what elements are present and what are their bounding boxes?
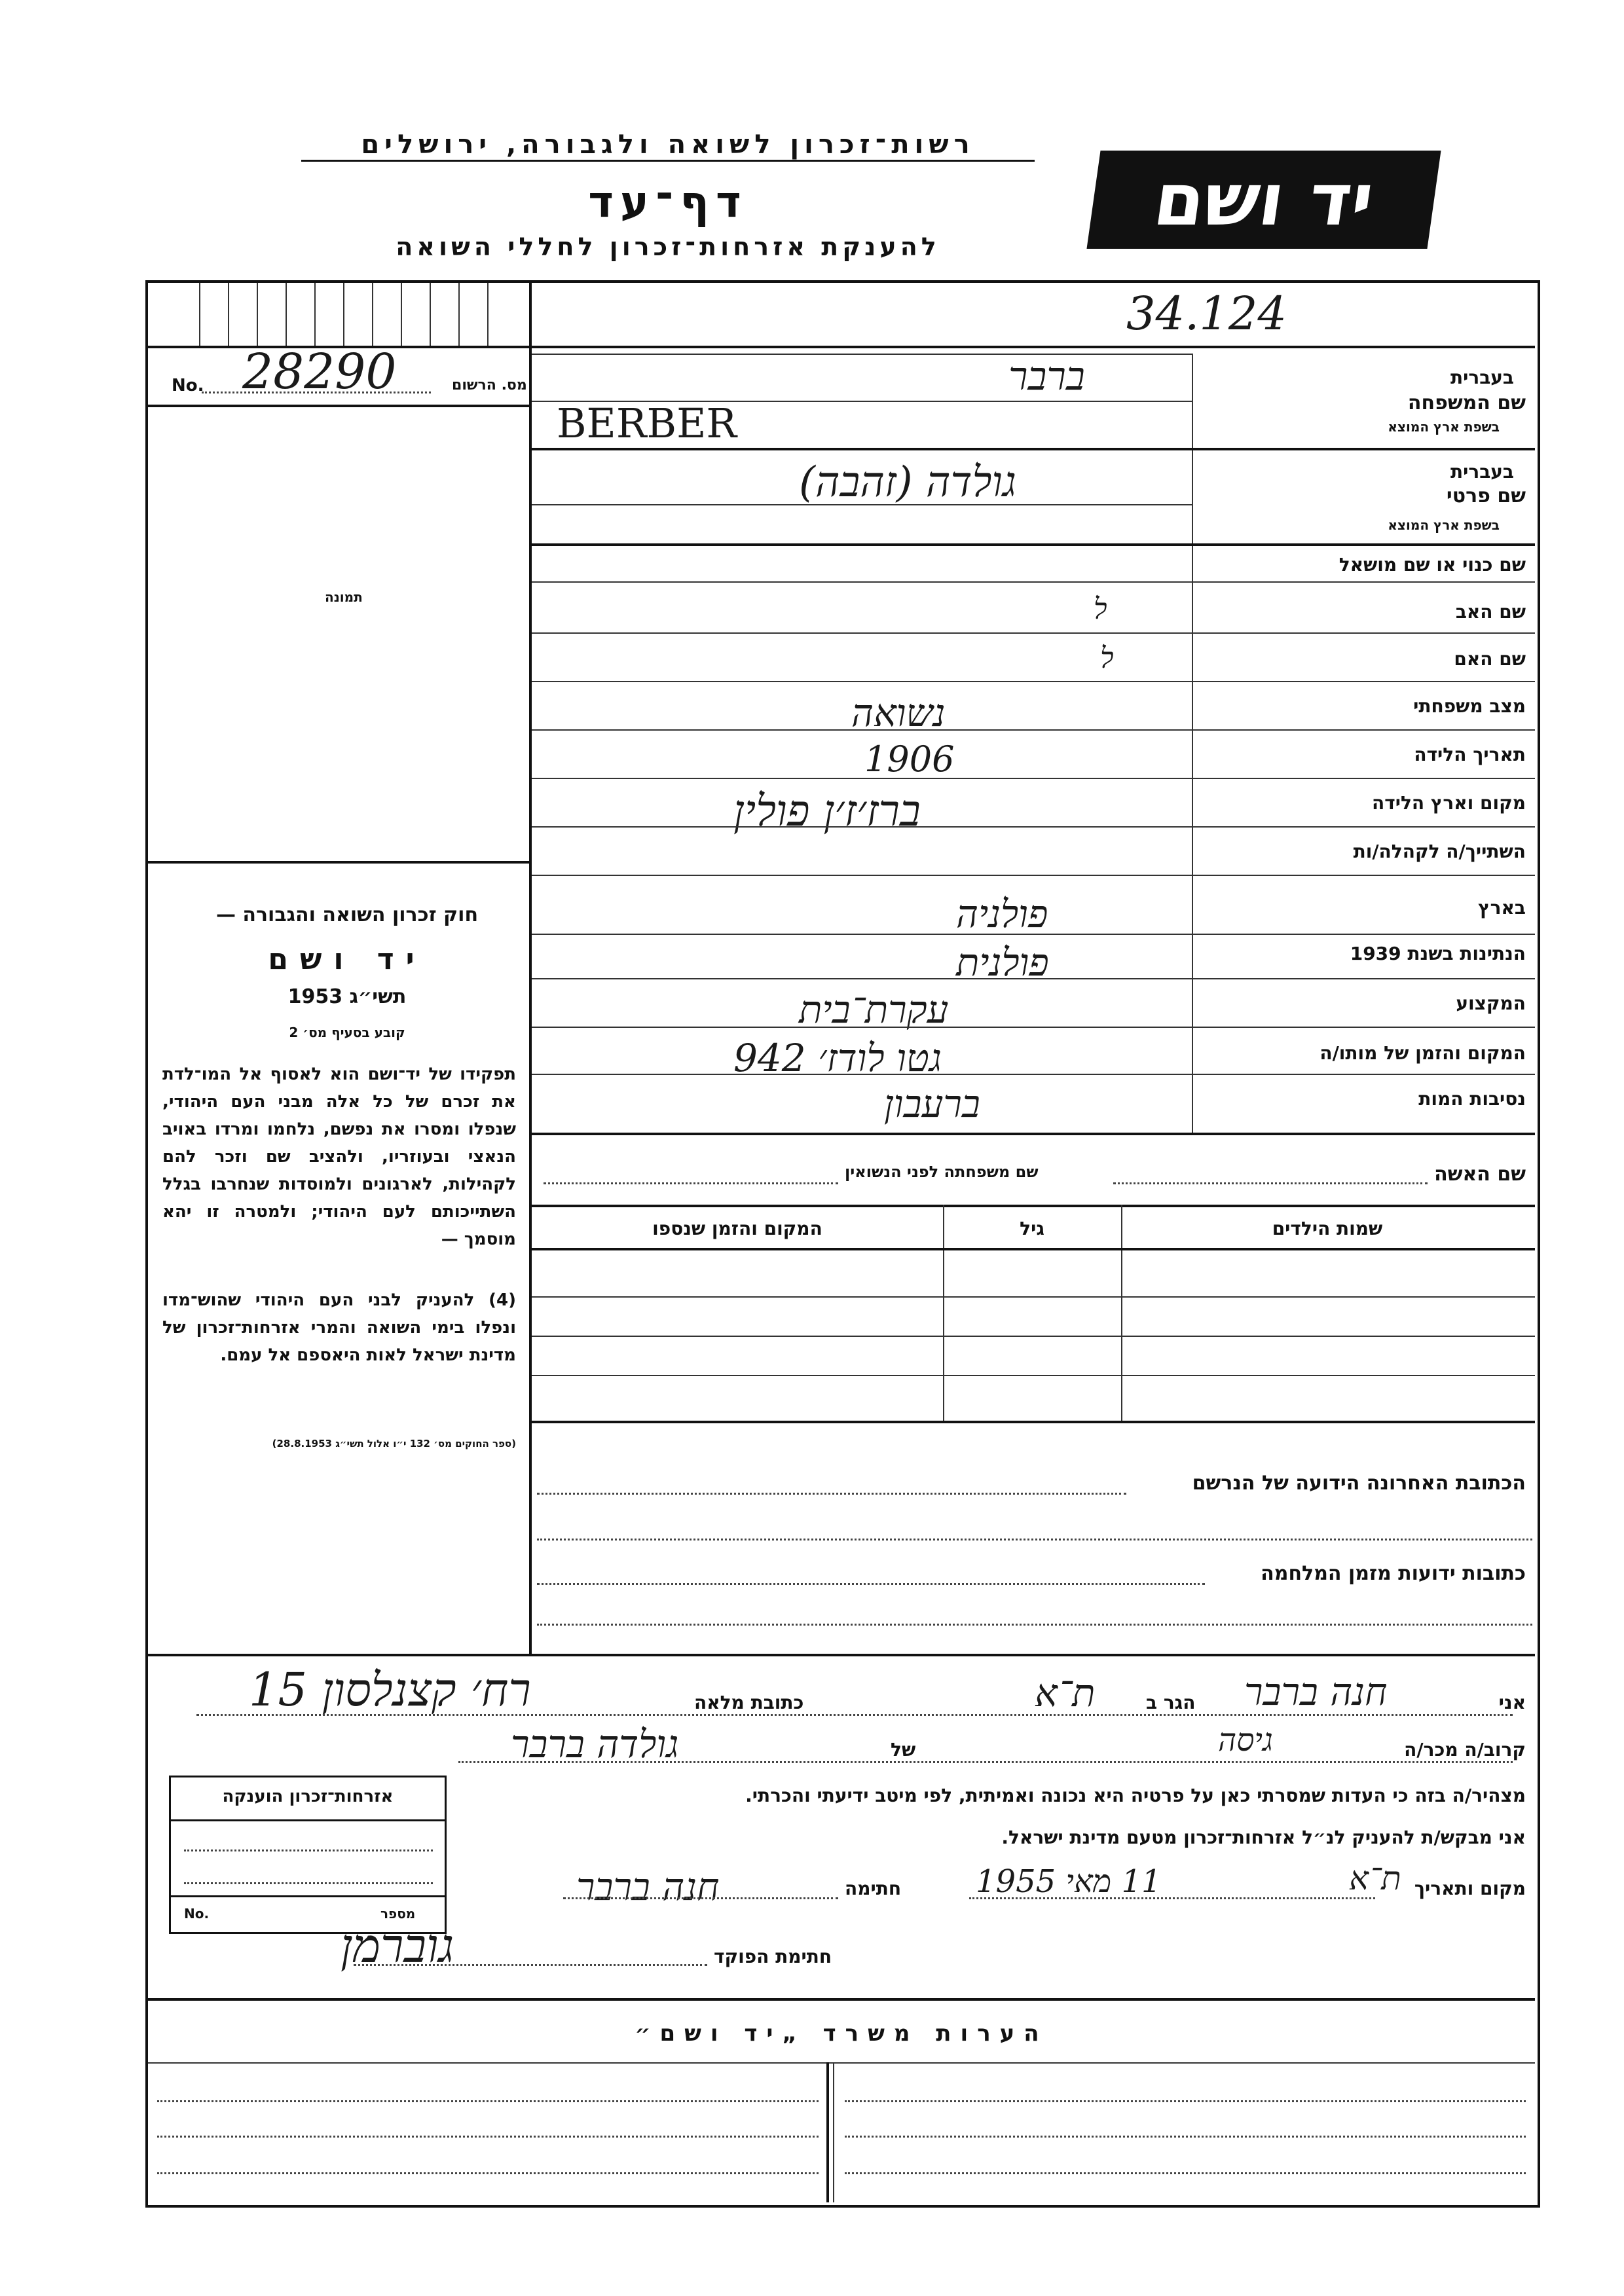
children-age-header: גיל	[1020, 1218, 1044, 1239]
birth-date-value: 1906	[864, 738, 955, 780]
declaration-statement-1: מצהיר/ה בזה כי העדות שמסרתי כאן על פרטיה היא נכונה ואמיתית, לפי מיטב ידיעתי והכרתי.	[745, 1785, 1526, 1806]
citizenship-1939-label: הנתינות בשנת 1939	[1350, 943, 1526, 964]
citizenship-box-number-label: מספר	[380, 1906, 416, 1922]
law-clause: קובע בסעיף מס׳ 2	[289, 1025, 405, 1040]
law-paragraph-2: (4) להעניק לבני העם היהודי שהוש־מדו ונפלו בימי השואה והמרי אזרחות־זכרון של מדינת ישראל לאות היאספם אל עמם.	[162, 1290, 516, 1365]
origin-language-label-1: בשפת ארץ המוצא	[1388, 419, 1500, 435]
law-paragraph-1: תפקידו של יד־ושם הוא לאסוף אל המו־לדת את זכרם של כל אלה מבני העם היהודי, שנפלו ומסרו את נפשם, נלחמו ומרדו באויב הנאצי ובעוזריו, ולהציב שם וזכר להם לקהילות, לארגונים ולמוסדות שנחרבו בגלל השתייכותם לעם היהודי; ולמטרה זו יהא מוסמך —	[162, 1065, 516, 1249]
last-address-label: הכתובת האחרונה הידועה של הנרשם	[1192, 1472, 1526, 1495]
birth-place-value: ברז׳ז׳ן פולין	[733, 786, 921, 836]
profession-value: עקרת־בית	[799, 987, 949, 1032]
relation-label: קרוב/ה מכר/ה	[1404, 1739, 1526, 1760]
family-name-hebrew: ברבר	[1008, 354, 1085, 399]
marital-status-value: נשואה	[851, 691, 946, 735]
family-name-latin: BERBER	[557, 399, 737, 447]
left-column-divider	[529, 282, 532, 1655]
law-footnote: (ספר החוקים מס׳ 132 י״ו אלול תשי״ג 28.8.1953)	[272, 1438, 516, 1449]
signature-label: חתימה	[845, 1878, 902, 1899]
spouse-maiden-name-label: שם משפחתה לפני הנשואין	[845, 1163, 1039, 1181]
of-label: של	[891, 1739, 916, 1760]
law-name: יד ושם	[268, 943, 426, 976]
country-value: פולניה	[956, 892, 1048, 936]
form-subtitle: להענקת אזרחות־זכרון לחללי השואה	[396, 232, 940, 261]
mother-value: ל	[1100, 642, 1114, 675]
birth-date-label: תאריך הלידה	[1414, 744, 1526, 765]
declarant-resides-label: הגר ב	[1146, 1692, 1196, 1713]
declarant-city: ת־א	[1035, 1671, 1096, 1715]
in-hebrew-label-1: בעברית	[1450, 367, 1514, 388]
father-value: ל	[1094, 592, 1107, 626]
label-column-divider	[1192, 354, 1193, 1133]
birth-place-label: מקום וארץ הלידה	[1372, 792, 1526, 814]
place-value: ת־א	[1349, 1859, 1401, 1897]
children-place-header: המקום והזמן שנספו	[652, 1218, 822, 1239]
photo-label: תמונה	[325, 589, 363, 605]
mother-label: שם האם	[1454, 648, 1526, 670]
law-title: חוק זכרון השואה והגבורה —	[215, 903, 479, 926]
citizenship-box-no: No.	[184, 1906, 210, 1922]
form-title: דף־עד	[588, 177, 748, 227]
nickname-label: שם כנוי או שם מושאל	[1338, 554, 1526, 575]
father-label: שם האב	[1455, 601, 1526, 623]
first-name-label: שם פרטי	[1446, 484, 1526, 507]
officer-signature: גוברמן	[341, 1918, 454, 1973]
registration-label: מס. הרשום	[452, 377, 527, 393]
children-names-header: שמות הילדים	[1272, 1218, 1383, 1239]
registration-number: 28290	[242, 344, 397, 400]
relation-value: גיסה	[1218, 1722, 1273, 1758]
death-place-label: המקום והזמן של מותו/ה	[1320, 1042, 1526, 1064]
profession-label: המקצוע	[1456, 993, 1526, 1014]
community-label: השתייך/ה לקהלה/ות	[1353, 841, 1526, 862]
origin-language-label-2: בשפת ארץ המוצא	[1388, 517, 1500, 533]
declarant-name: חנה ברבר	[1244, 1669, 1388, 1714]
declaration-statement-2: אני מבקש/ת להעניק לנ״ל אזרחות־זכרון מטעם מדינת ישראל.	[1001, 1827, 1526, 1848]
declarant-signature: חנה ברבר	[576, 1865, 720, 1909]
archive-number: 34.124	[1126, 287, 1287, 340]
of-name: גולדה ברבר	[511, 1722, 679, 1766]
declarant-address: רח׳ קצנלסון 15	[249, 1663, 531, 1717]
date-value: 11 מאי 1955	[976, 1863, 1162, 1900]
first-name-hebrew: גולדה (זהבה)	[799, 458, 1016, 507]
remarks-title: הערות משרד „יד ושם״	[635, 2020, 1048, 2047]
yad-vashem-logo: יד ושם	[1086, 151, 1441, 249]
registration-no-latin: No.	[172, 376, 204, 395]
place-date-label: מקום ותאריך	[1414, 1878, 1526, 1899]
officer-signature-label: חתימת הפוקד	[714, 1946, 832, 1967]
marital-status-label: מצב משפחתי	[1413, 695, 1526, 717]
circumstances-label: נסיבות המות	[1418, 1088, 1526, 1110]
authority-heading: רשות־זכרון לשואה ולגבורה, ירושלים	[301, 130, 1035, 162]
circumstances-value: ברעבון	[884, 1082, 980, 1126]
law-year: תשי״ג 1953	[287, 985, 407, 1008]
death-place-value: גטו לודז׳ 942	[733, 1036, 942, 1080]
declarant-i-label: אני	[1498, 1692, 1526, 1713]
remarks-divider	[826, 2062, 829, 2202]
citizenship-box-title: אזרחות־זכרון הוענקה	[222, 1787, 394, 1806]
family-name-label: שם המשפחה	[1407, 392, 1526, 414]
country-label: בארץ	[1478, 897, 1526, 919]
declarant-address-label: כתובת מלאה	[694, 1692, 804, 1713]
registration-tick-boxes	[148, 283, 528, 346]
spouse-label: שם האשה	[1434, 1163, 1526, 1186]
wartime-address-label: כתובות ידועות מזמן המלחמה	[1261, 1562, 1526, 1585]
citizenship-granted-box	[169, 1776, 447, 1934]
in-hebrew-label-2: בעברית	[1450, 461, 1514, 483]
citizenship-1939-value: פולנית	[956, 940, 1049, 985]
